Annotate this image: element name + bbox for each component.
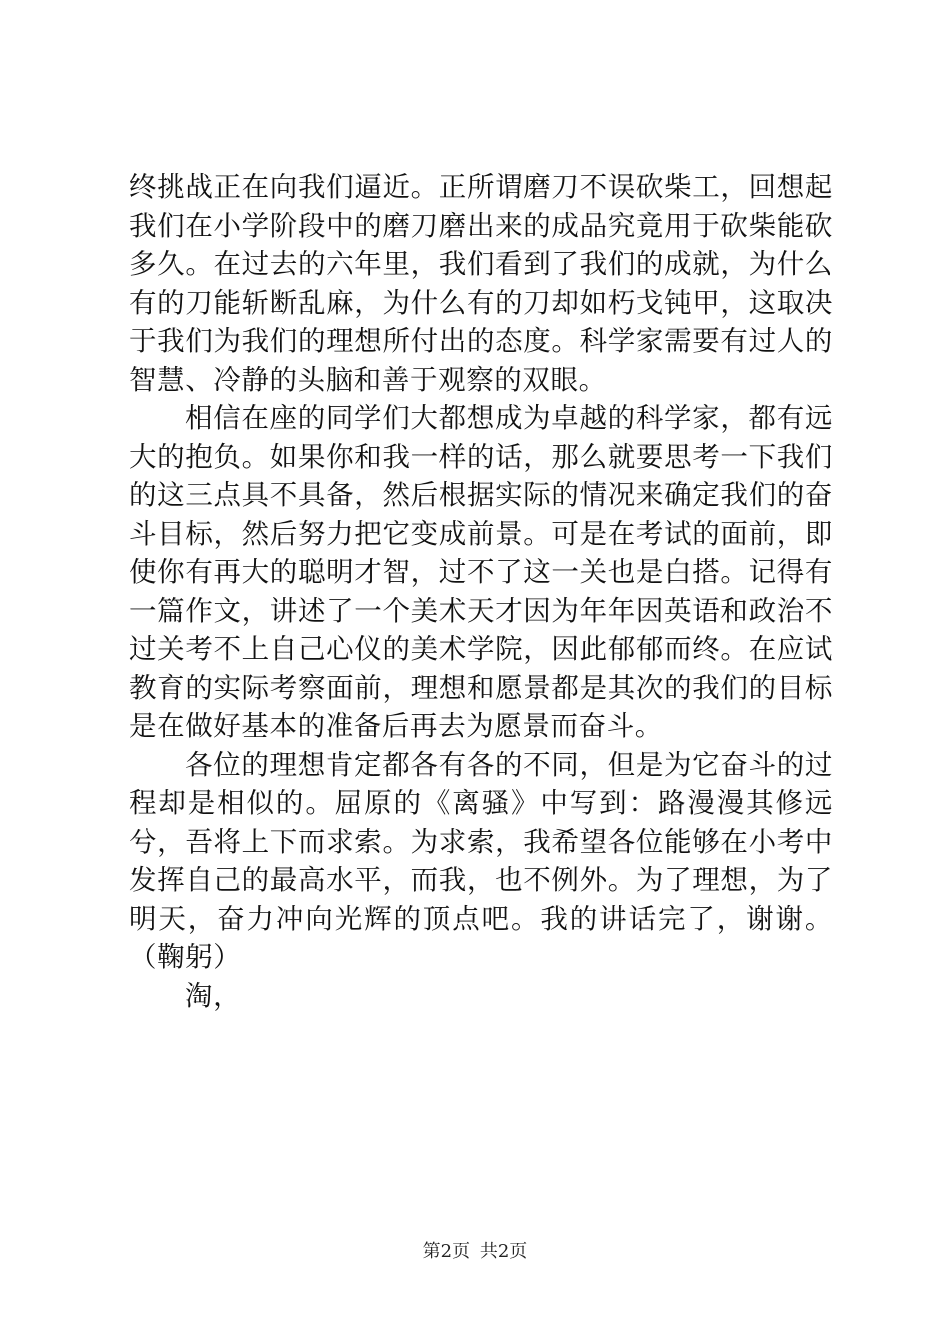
paragraph-1: 终挑战正在向我们逼近。正所谓磨刀不误砍柴工，回想起我们在小学阶段中的磨刀磨出来的成品究竟用于砍柴能砍多久。在过去的六年里，我们看到了我们的成就，为什么有的刀能斩断乱麻，为什么有的刀却如朽戈钝甲，这取决于我们为我们的理想所付出的态度。科学家需要有过人的智慧、冷静的头脑和善于观察的双眼。 — [129, 171, 833, 396]
paragraph-2: 相信在座的同学们大都想成为卓越的科学家，都有远大的抱负。如果你和我一样的话，那么就要思考一下我们的这三点具不具备，然后根据实际的情况来确定我们的奋斗目标，然后努力把它变成前景。可是在考试的面前，即使你有再大的聪明才智，过不了这一关也是白搭。记得有一篇作文，讲述了一个美术天才因为年年因英语和政治不过关考不上自己心仪的美术学院，因此郁郁而终。在应试教育的实际考察面前，理想和愿景都是其次的我们的目标是在做好基本的准备后再去为愿景而奋斗。 — [129, 402, 833, 742]
page-number: 第2页 — [422, 1241, 471, 1262]
document-body — [129, 168, 833, 1015]
paragraph-4: 淘， — [185, 979, 242, 1012]
page-total: 共2页 — [479, 1241, 528, 1262]
paragraph-3: 各位的理想肯定都各有各的不同，但是为它奋斗的过程却是相似的。屈原的《离骚》中写到：路漫漫其修远兮，吾将上下而求索。为求索，我希望各位能够在小考中发挥自己的最高水平，而我，也不例外。为了理想，为了明天，奋力冲向光辉的顶点吧。我的讲话完了，谢谢。（鞠躬） — [129, 748, 833, 973]
page-footer — [0, 1240, 950, 1264]
